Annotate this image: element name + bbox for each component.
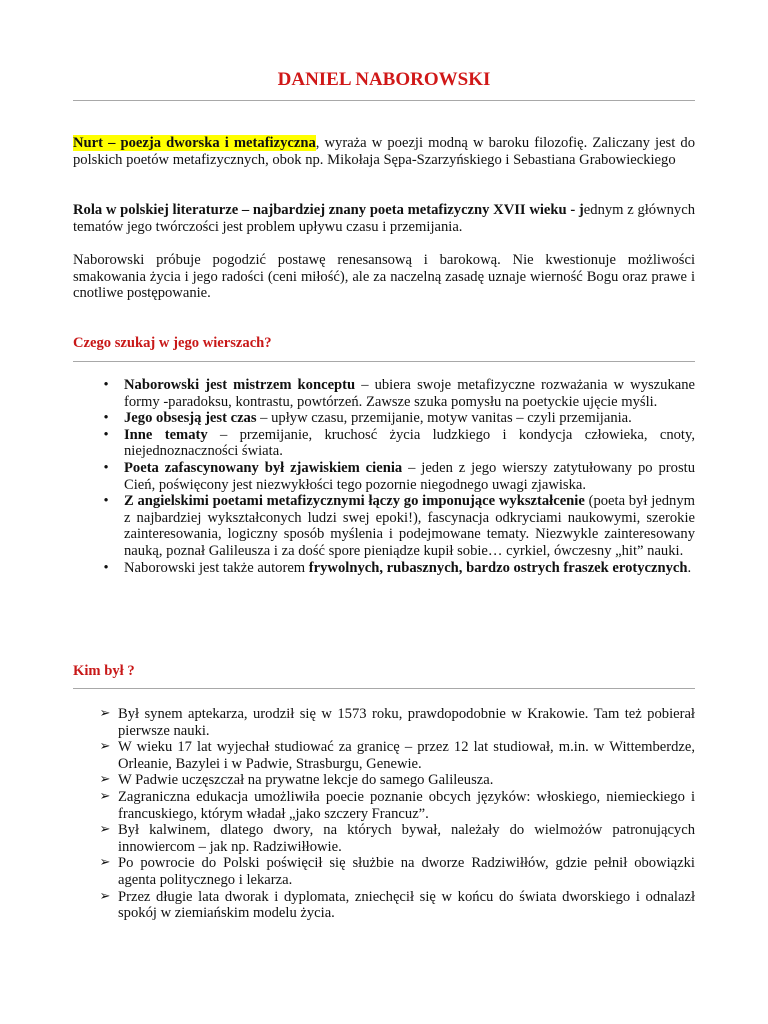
item-text: Zagraniczna edukacja umożliwiła poecie poznanie obcych języków: włoskiego, niemieckiego i francuskiego, którym władał „jako szczery Francuz”. (118, 788, 695, 822)
section1-divider (73, 361, 695, 362)
item-text: – upływ czasu, przemijanie, motyw vanitas – czyli przemijania. (256, 410, 632, 427)
item-text: (poeta był jednym z najbardziej wykształconych ludzi swej epoki!), fascynacja odkryciami naukowymi, szerokie zainteresowania, logiczny sposób myślenia i podejmowane tematy. Niezwykle zainteresowany nauką, poznał Galileusza i za dość spore pieniądze kupił sobie… cyrkiel, ówczesny „hit” nauki. (124, 493, 695, 559)
section-heading-kim-byl: Kim był ? (73, 663, 135, 679)
arrow-bullet-icon: ➢ (99, 788, 111, 804)
item-text-end: . (687, 559, 692, 576)
list-item (73, 739, 695, 772)
list-item (73, 427, 695, 460)
nurt-text: , wyraża w poezji modną w baroku filozofię. Zaliczany jest do polskich poetów metafizycznych, obok np. Mikołaja Sępa-Szarzyńskiego i Sebastiana Grabowieckiego (73, 135, 695, 168)
item-bold: Jego obsesją jest czas (124, 410, 257, 427)
rola-label: Rola w polskiej literaturze – najbardziej znany poeta metafizyczny XVII wieku - j (73, 202, 584, 218)
document-title: DANIEL NABOROWSKI (277, 69, 491, 90)
intro-paragraph-postawa: Naborowski próbuje pogodzić postawę renesansową i barokową. Nie kwestionuje możliwości smakowania życia i jego radości (ceni miłość), ale za naczelną zasadę uznaje wierność Bogu oraz prawe i cnotliwe postępowanie. (73, 252, 695, 302)
item-text: Był kalwinem, dlatego dwory, na których bywał, należały do wielmożów patronujących innowiercom – jak np. Radziwiłłowie. (118, 822, 695, 855)
item-bold: frywolnych, rubasznych, bardzo ostrych fraszek erotycznych (308, 559, 688, 576)
arrow-bullet-icon: ➢ (99, 772, 111, 788)
bullet-icon: • (103, 426, 109, 443)
arrow-bullet-icon: ➢ (99, 706, 111, 721)
list-item (73, 772, 695, 789)
arrow-bullet-icon: ➢ (99, 739, 111, 755)
section2-arrow-list (73, 706, 695, 922)
list-item (73, 855, 695, 888)
intro-paragraph-nurt (73, 135, 695, 168)
item-text: W Padwie uczęszczał na prywatne lekcje do samego Galileusza. (118, 772, 494, 789)
section2-divider (73, 688, 695, 689)
arrow-bullet-icon: ➢ (99, 822, 111, 838)
list-item (73, 560, 695, 577)
item-text: Przez długie lata dworak i dyplomata, zniechęcił się w końcu do świata dworskiego i odnalazł spokój w ziemiańskim modelu życia. (118, 888, 695, 922)
item-text: – ubiera swoje metafizyczne rozważania w wyszukane formy -paradoksu, kontrastu, powtórzeń. Zawsze szuka pomysłu na poetyckie ujęcie myśli. (124, 377, 695, 410)
item-text: – jeden z jego wierszy zatytułowany po prostu Cień, poświęcony jest niezwykłości tego pozornie niegodnego uwagi zjawiska. (124, 459, 695, 493)
nurt-label: Nurt – poezja dworska i metafizyczna (73, 135, 316, 151)
item-text: Naborowski jest także autorem (124, 559, 309, 576)
list-item (73, 410, 695, 427)
item-bold: Z angielskimi poetami metafizycznymi łączy go imponujące wykształcenie (124, 493, 585, 510)
list-item (73, 460, 695, 493)
list-item (73, 889, 695, 922)
item-bold: Poeta zafascynowany był zjawiskiem cienia (124, 459, 403, 476)
intro-paragraph-rola (73, 202, 695, 235)
bullet-icon: • (103, 459, 109, 476)
item-text: – przemijanie, kruchosć życia ludzkiego i kondycja człowieka, cnoty, niejednoznaczności świata. (124, 426, 695, 460)
section1-bullet-list (73, 377, 695, 576)
title-divider (73, 100, 695, 101)
item-text: W wieku 17 lat wyjechał studiować za granicę – przez 12 lat studiował, m.in. w Wittemberdze, Orleanie, Bazylei i w Padwie, Strasburgu, Genewie. (118, 739, 695, 772)
bullet-icon: • (103, 559, 109, 576)
list-item (73, 493, 695, 559)
bullet-icon: • (103, 410, 109, 427)
section-heading-wiersze: Czego szukaj w jego wierszach? (73, 335, 272, 351)
item-text: Był synem aptekarza, urodził się w 1573 roku, prawdopodobnie w Krakowie. Tam też pobierał pierwsze nauki. (118, 706, 695, 739)
arrow-bullet-icon: ➢ (99, 855, 111, 871)
rola-text: ednym z głównych tematów jego twórczości jest problem upływu czasu i przemijania. (73, 202, 695, 235)
list-item (73, 377, 695, 410)
list-item (73, 706, 695, 739)
item-bold: Inne tematy (124, 426, 208, 443)
list-item (73, 789, 695, 822)
bullet-icon: • (103, 377, 109, 393)
item-bold: Naborowski jest mistrzem konceptu (124, 377, 356, 393)
list-item (73, 822, 695, 855)
item-text: Po powrocie do Polski poświęcił się służbie na dworze Radziwiłłów, gdzie pełnił obowiązki agenta politycznego i lekarza. (118, 855, 695, 888)
arrow-bullet-icon: ➢ (99, 888, 111, 904)
bullet-icon: • (103, 493, 109, 510)
